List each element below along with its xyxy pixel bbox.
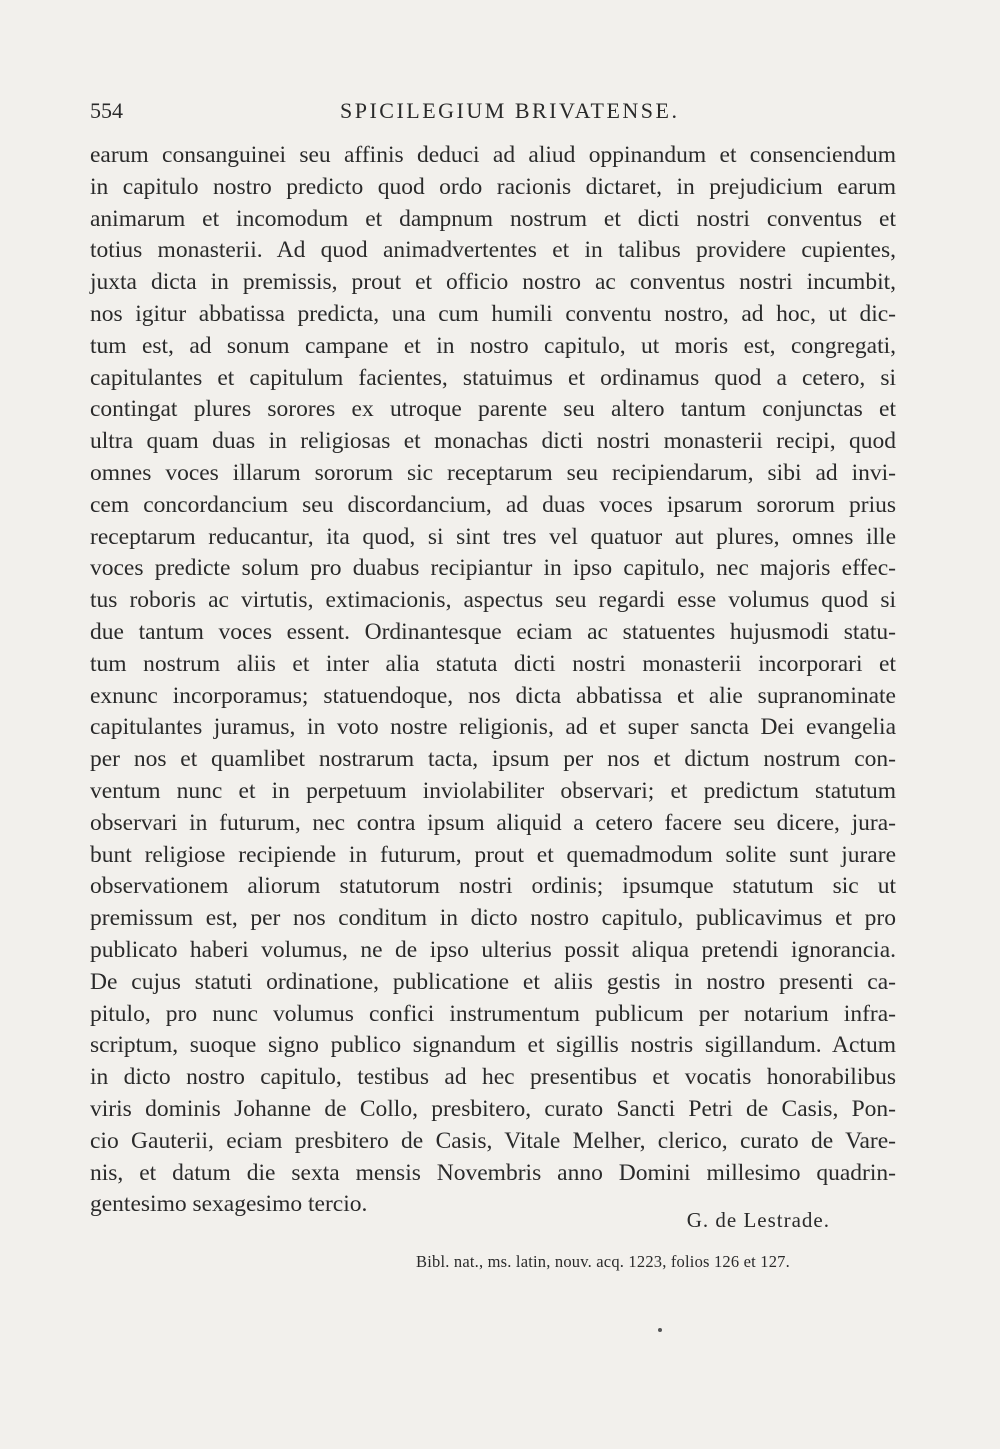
text-line: tum est, ad sonum campane et in nostro capitulo, ut moris est, congregati, [90, 332, 896, 359]
text-line: publicato haberi volumus, ne de ipso ulterius possit aliqua pretendi ignorancia. [90, 936, 896, 963]
text-line: receptarum reducantur, ita quod, si sint tres vel quatuor aut plures, omnes ille [90, 523, 896, 550]
page-header [90, 98, 900, 132]
text-line: due tantum voces essent. Ordinantesque eciam ac statuentes hujusmodi statu- [90, 618, 896, 645]
source-note: Bibl. nat., ms. latin, nouv. acq. 1223, folios 126 et 127. [416, 1252, 790, 1271]
text-line: totius monasterii. Ad quod animadvertentes et in talibus providere cupientes, [90, 237, 896, 264]
text-line: tum nostrum aliis et inter alia statuta dicti nostri monasterii incorporari et [90, 650, 896, 677]
text-line: ventum nunc et in perpetuum inviolabiliter observari; et predictum statutum [90, 777, 896, 804]
text-line: nos igitur abbatissa predicta, una cum humili conventu nostro, ad hoc, ut dic- [90, 300, 896, 327]
text-line: gentesimo sexagesimo tercio. [90, 1191, 368, 1218]
text-line: De cujus statuti ordinatione, publicatione et aliis gestis in nostro presenti ca- [90, 968, 896, 995]
text-line: capitulantes et capitulum facientes, statuimus et ordinamus quod a cetero, si [90, 364, 896, 391]
ink-dot [658, 1328, 662, 1332]
text-line: juxta dicta in premissis, prout et officio nostro ac conventus nostri incumbit, [90, 269, 896, 296]
page-number: 554 [90, 98, 123, 123]
text-line: premissum est, per nos conditum in dicto nostro capitulo, publicavimus et pro [90, 905, 896, 932]
signature: G. de Lestrade. [686, 1208, 830, 1232]
text-line: earum consanguinei seu affinis deduci ad aliud oppinandum et consenciendum [90, 142, 896, 168]
text-line: scriptum, suoque signo publico signandum et sigillis nostris sigillandum. Actum [90, 1032, 896, 1059]
text-line: viris dominis Johanne de Collo, presbitero, curato Sancti Petri de Casis, Pon- [90, 1095, 896, 1122]
running-title: SPICILEGIUM BRIVATENSE. [340, 98, 680, 123]
text-line: contingat plures sorores ex utroque parente seu altero tantum conjunctas et [90, 396, 896, 423]
text-line: in dicto nostro capitulo, testibus ad hec presentibus et vocatis honorabilibus [90, 1064, 896, 1091]
text-line: cem concordancium seu discordancium, ad duas voces ipsarum sororum prius [90, 491, 896, 518]
text-line: observari in futurum, nec contra ipsum aliquid a cetero facere seu dicere, jura- [90, 809, 896, 836]
text-line: capitulantes juramus, in voto nostre religionis, ad et super sancta Dei evangelia [90, 714, 896, 741]
text-line: ultra quam duas in religiosas et monachas dicti nostri monasterii recipi, quod [90, 428, 896, 455]
body-text [90, 140, 896, 1221]
text-line: bunt religiose recipiende in futurum, prout et quemadmodum solite sunt jurare [90, 841, 896, 868]
text-line: per nos et quamlibet nostrarum tacta, ipsum per nos et dictum nostrum con- [90, 746, 896, 773]
text-line: in capitulo nostro predicto quod ordo racionis dictaret, in prejudicium earum [90, 173, 896, 200]
text-line: omnes voces illarum sororum sic receptarum seu recipiendarum, sibi ad invi- [90, 459, 896, 486]
text-line: exnunc incorporamus; statuendoque, nos dicta abbatissa et alie supranominate [90, 682, 896, 709]
text-line: pitulo, pro nunc volumus confici instrumentum publicum per notarium infra- [90, 1000, 896, 1027]
text-line: cio Gauterii, eciam presbitero de Casis, Vitale Melher, clerico, curato de Vare- [90, 1127, 896, 1154]
text-line: nis, et datum die sexta mensis Novembris anno Domini millesimo quadrin- [90, 1159, 896, 1186]
text-line: voces predicte solum pro duabus recipiantur in ipso capitulo, nec majoris effec- [90, 555, 896, 582]
text-line: tus roboris ac virtutis, extimacionis, aspectus seu regardi esse volumus quod si [90, 587, 896, 614]
text-line: animarum et incomodum et dampnum nostrum et dicti nostri conventus et [90, 205, 896, 232]
text-line: observationem aliorum statutorum nostri ordinis; ipsumque statutum sic ut [90, 873, 896, 900]
